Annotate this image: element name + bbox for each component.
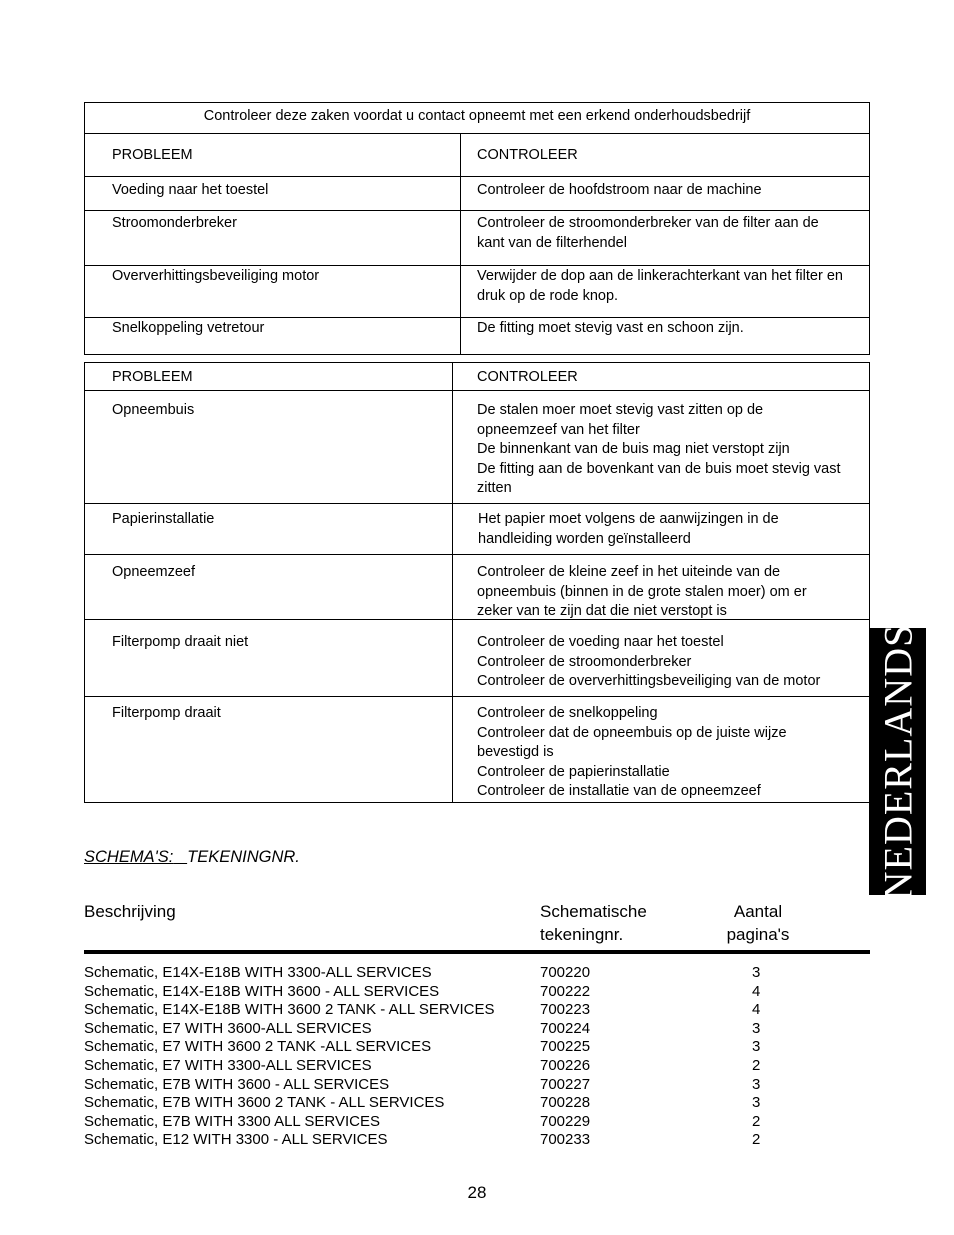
problem-cell: Oververhittingsbeveiliging motor	[112, 268, 320, 284]
table-1-col-problem: PROBLEEM	[112, 147, 193, 163]
table-row	[85, 697, 869, 802]
list-item: Schematic, E14X-E18B WITH 3600 - ALL SERVICES 700222 4	[84, 982, 761, 1000]
table-row	[85, 266, 869, 318]
table-1-col-check: CONTROLEER	[477, 147, 578, 163]
list-item: Schematic, E7 WITH 3600 2 TANK -ALL SERVICES 700225 3	[84, 1038, 761, 1056]
table-row	[85, 504, 869, 555]
list-item: Schematic, E14X-E18B WITH 3300-ALL SERVICES 700220 3	[84, 964, 761, 981]
problem-cell: Filterpomp draait	[112, 705, 221, 721]
check-cell: Verwijder de dop aan de linkerachterkant van het filter en druk op de rode knop.	[477, 268, 843, 304]
col-drawing-number-header: Schematische tekeningnr.	[540, 902, 647, 944]
check-cell: De fitting moet stevig vast en schoon zijn.	[477, 320, 744, 336]
list-item: Schematic, E7B WITH 3600 - ALL SERVICES 700227 3	[84, 1075, 761, 1093]
check-cell: Controleer de snelkoppeling Controleer dat de opneembuis op de juiste wijze bevestigd is Controleer de papierinstallatie Controleer de installatie van de opneemzeef	[477, 705, 787, 799]
problem-cell: Opneembuis	[112, 402, 195, 418]
table-row	[85, 177, 869, 211]
table-1-caption-row	[85, 103, 869, 134]
language-side-tab	[869, 623, 926, 900]
problem-cell: Stroomonderbreker	[112, 215, 237, 231]
troubleshooting-table-1	[84, 102, 870, 355]
col-page-count-header: Aantal pagina's	[726, 902, 790, 944]
table-1-header-row	[85, 134, 869, 177]
table-row	[85, 391, 869, 504]
check-cell: Het papier moet volgens de aanwijzingen in de handleiding worden geïnstalleerd	[478, 511, 779, 547]
problem-cell: Snelkoppeling vetretour	[112, 320, 265, 336]
check-cell: Controleer de voeding naar het toestel Controleer de stroomonderbreker Controleer de oververhittingsbeveiliging van de motor	[477, 634, 821, 689]
check-cell: Controleer de kleine zeef in het uiteinde van de opneembuis (binnen in de grote stalen moer) om er zeker van te zijn dat die niet verstopt is	[477, 564, 807, 619]
list-item: Schematic, E12 WITH 3300 - ALL SERVICES 700233 2	[84, 1131, 761, 1149]
problem-cell: Filterpomp draait niet	[112, 634, 249, 650]
table-row	[85, 318, 869, 354]
schema-label: SCHEMA'S:	[84, 848, 174, 866]
check-cell: Controleer de hoofdstroom naar de machine	[477, 182, 762, 198]
list-item: Schematic, E14X-E18B WITH 3600 2 TANK - ALL SERVICES 700223 4	[84, 1001, 761, 1019]
list-item: Schematic, E7 WITH 3300-ALL SERVICES 700226 2	[84, 1057, 761, 1074]
table-2-col-check: CONTROLEER	[477, 369, 578, 385]
col-description-header: Beschrijving	[84, 902, 176, 921]
problem-cell: Papierinstallatie	[112, 511, 215, 527]
problem-cell: Opneemzeef	[112, 564, 196, 580]
check-cell: Controleer de stroomonderbreker van de filter aan de kant van de filterhendel	[477, 215, 819, 251]
page-number: 28	[467, 1183, 487, 1202]
schema-sublabel: TEKENINGNR.	[187, 848, 300, 866]
list-item: Schematic, E7B WITH 3300 ALL SERVICES 700229 2	[84, 1112, 761, 1130]
header-rule	[84, 950, 870, 954]
table-2-header-row	[85, 363, 869, 391]
list-item: Schematic, E7B WITH 3600 2 TANK - ALL SERVICES 700228 3	[84, 1094, 761, 1112]
table-row	[85, 555, 869, 620]
table-1-caption: Controleer deze zaken voordat u contact opneemt met een erkend onderhoudsbedrijf	[203, 108, 751, 124]
table-row	[85, 211, 869, 266]
schema-heading	[84, 848, 300, 867]
table-2-col-problem: PROBLEEM	[112, 369, 193, 385]
troubleshooting-table-2	[84, 362, 870, 803]
language-tab-label: NEDERLANDS	[875, 623, 920, 900]
check-cell: De stalen moer moet stevig vast zitten op de opneemzeef van het filter De binnenkant van de buis mag niet verstopt zijn De fitting aan de bovenkant van de buis moet stevig vast zitten	[477, 402, 841, 496]
table-row	[85, 620, 869, 697]
problem-cell: Voeding naar het toestel	[112, 182, 269, 198]
list-item: Schematic, E7 WITH 3600-ALL SERVICES 700224 3	[84, 1019, 761, 1037]
